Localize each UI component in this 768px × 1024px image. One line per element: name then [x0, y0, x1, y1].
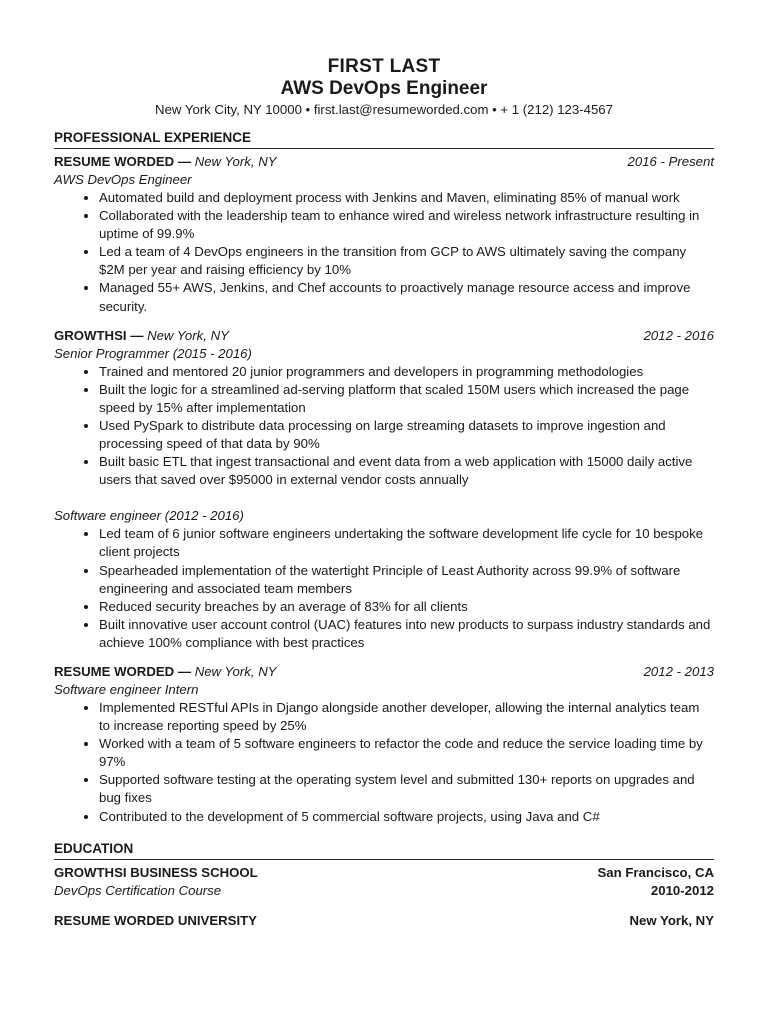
- bullet-item: • Trained and mentored 20 junior programmers and developers in programming methodologies: [99, 363, 714, 381]
- education-dates: 2010-2012: [650, 883, 714, 899]
- bullet-list: [54, 699, 714, 826]
- job-employer: [54, 153, 277, 171]
- job-dates: 2012 - 2016: [643, 327, 714, 343]
- resume-header: [54, 0, 714, 119]
- school-name: RESUME WORDED UNIVERSITY: [54, 912, 257, 928]
- job-company: GROWTHSI —: [54, 327, 144, 343]
- bullet-item: • Supported software testing at the operating system level and submitted 130+ reports on upgrades and bug fixes: [99, 771, 714, 807]
- bullet-item: • Led a team of 4 DevOps engineers in the transition from GCP to AWS ultimately saving the company $2M per year and raising efficiency by 10%: [99, 243, 714, 279]
- bullet-item: • Built innovative user account control (UAC) features into new products to surpass industry standards and achieve 100% compliance with best practices: [99, 616, 714, 652]
- job-location: New York, NY: [147, 327, 229, 343]
- job-entry: [54, 327, 714, 652]
- job-role: Software engineer (2012 - 2016): [54, 508, 244, 524]
- job-company: RESUME WORDED —: [54, 154, 192, 169]
- bullet-list: [54, 189, 714, 316]
- education-detail: [54, 882, 714, 901]
- job-header: [54, 663, 714, 681]
- job-entry: [54, 153, 714, 316]
- education-header: [54, 864, 714, 883]
- job-dates: 2012 - 2013: [643, 663, 714, 679]
- bullet-item: • Managed 55+ AWS, Jenkins, and Chef accounts to proactively manage resource access and improve security.: [99, 279, 714, 315]
- bullet-list: [54, 363, 714, 490]
- candidate-name: FIRST LAST: [327, 56, 441, 77]
- job-role: Software engineer Intern: [54, 681, 199, 697]
- course-name: DevOps Certification Course: [54, 883, 222, 899]
- bullet-item: • Worked with a team of 5 software engineers to refactor the code and reduce the service loading time by 97%: [99, 735, 714, 771]
- school-location: New York, NY: [629, 912, 714, 928]
- job-role: Senior Programmer (2015 - 2016): [54, 345, 252, 361]
- candidate-title: AWS DevOps Engineer: [280, 78, 488, 99]
- bullet-item: • Used PySpark to distribute data processing on large streaming datasets to improve ingestion and processing speed of that data by 90%: [99, 417, 714, 453]
- job-entry: [54, 663, 714, 826]
- experience-heading: PROFESSIONAL EXPERIENCE: [54, 129, 714, 149]
- job-header: [54, 153, 714, 171]
- job-role: AWS DevOps Engineer: [54, 172, 192, 187]
- bullet-item: • Reduced security breaches by an average of 83% for all clients: [99, 598, 714, 616]
- bullet-item: • Collaborated with the leadership team to enhance wired and wireless network infrastructure resulting in uptime of 99.9%: [99, 207, 714, 243]
- bullet-item: • Built basic ETL that ingest transactional and event data from a web application with 15000 daily active users that saved over $95000 in external vendor costs annually: [99, 453, 714, 489]
- job-location: New York, NY: [194, 154, 277, 169]
- contact-line: New York City, NY 10000 • first.last@resumeworded.com • + 1 (212) 123-4567: [155, 102, 613, 117]
- bullet-item: • Led team of 6 junior software engineers undertaking the software development life cycle for 10 bespoke client projects: [99, 525, 714, 561]
- education-entry: [54, 912, 714, 931]
- experience-section: [54, 129, 714, 826]
- bullet-item: • Contributed to the development of 5 commercial software projects, using Java and C#: [99, 808, 714, 826]
- education-heading: EDUCATION: [54, 840, 714, 860]
- bullet-item: • Spearheaded implementation of the watertight Principle of Least Authority across 99.9% of software engineering and associated team members: [99, 562, 714, 598]
- job-company: RESUME WORDED —: [54, 663, 192, 679]
- job-employer: [54, 327, 229, 345]
- bullet-list: [54, 525, 714, 652]
- job-location: New York, NY: [194, 663, 277, 679]
- job-employer: [54, 663, 277, 681]
- school-location: San Francisco, CA: [597, 864, 714, 880]
- bullet-item: • Automated build and deployment process with Jenkins and Maven, eliminating 85% of manual work: [99, 189, 714, 207]
- school-name: GROWTHSI BUSINESS SCHOOL: [54, 864, 258, 880]
- bullet-item: • Built the logic for a streamlined ad-serving platform that scaled 150M users which increased the page speed by 15% after implementation: [99, 381, 714, 417]
- education-entry: [54, 864, 714, 901]
- education-header: [54, 912, 714, 931]
- job-header: [54, 327, 714, 345]
- education-section: [54, 840, 714, 931]
- bullet-item: • Implemented RESTful APIs in Django alongside another developer, allowing the internal analytics team to increase reporting speed by 25%: [99, 699, 714, 735]
- job-dates: 2016 - Present: [627, 154, 714, 169]
